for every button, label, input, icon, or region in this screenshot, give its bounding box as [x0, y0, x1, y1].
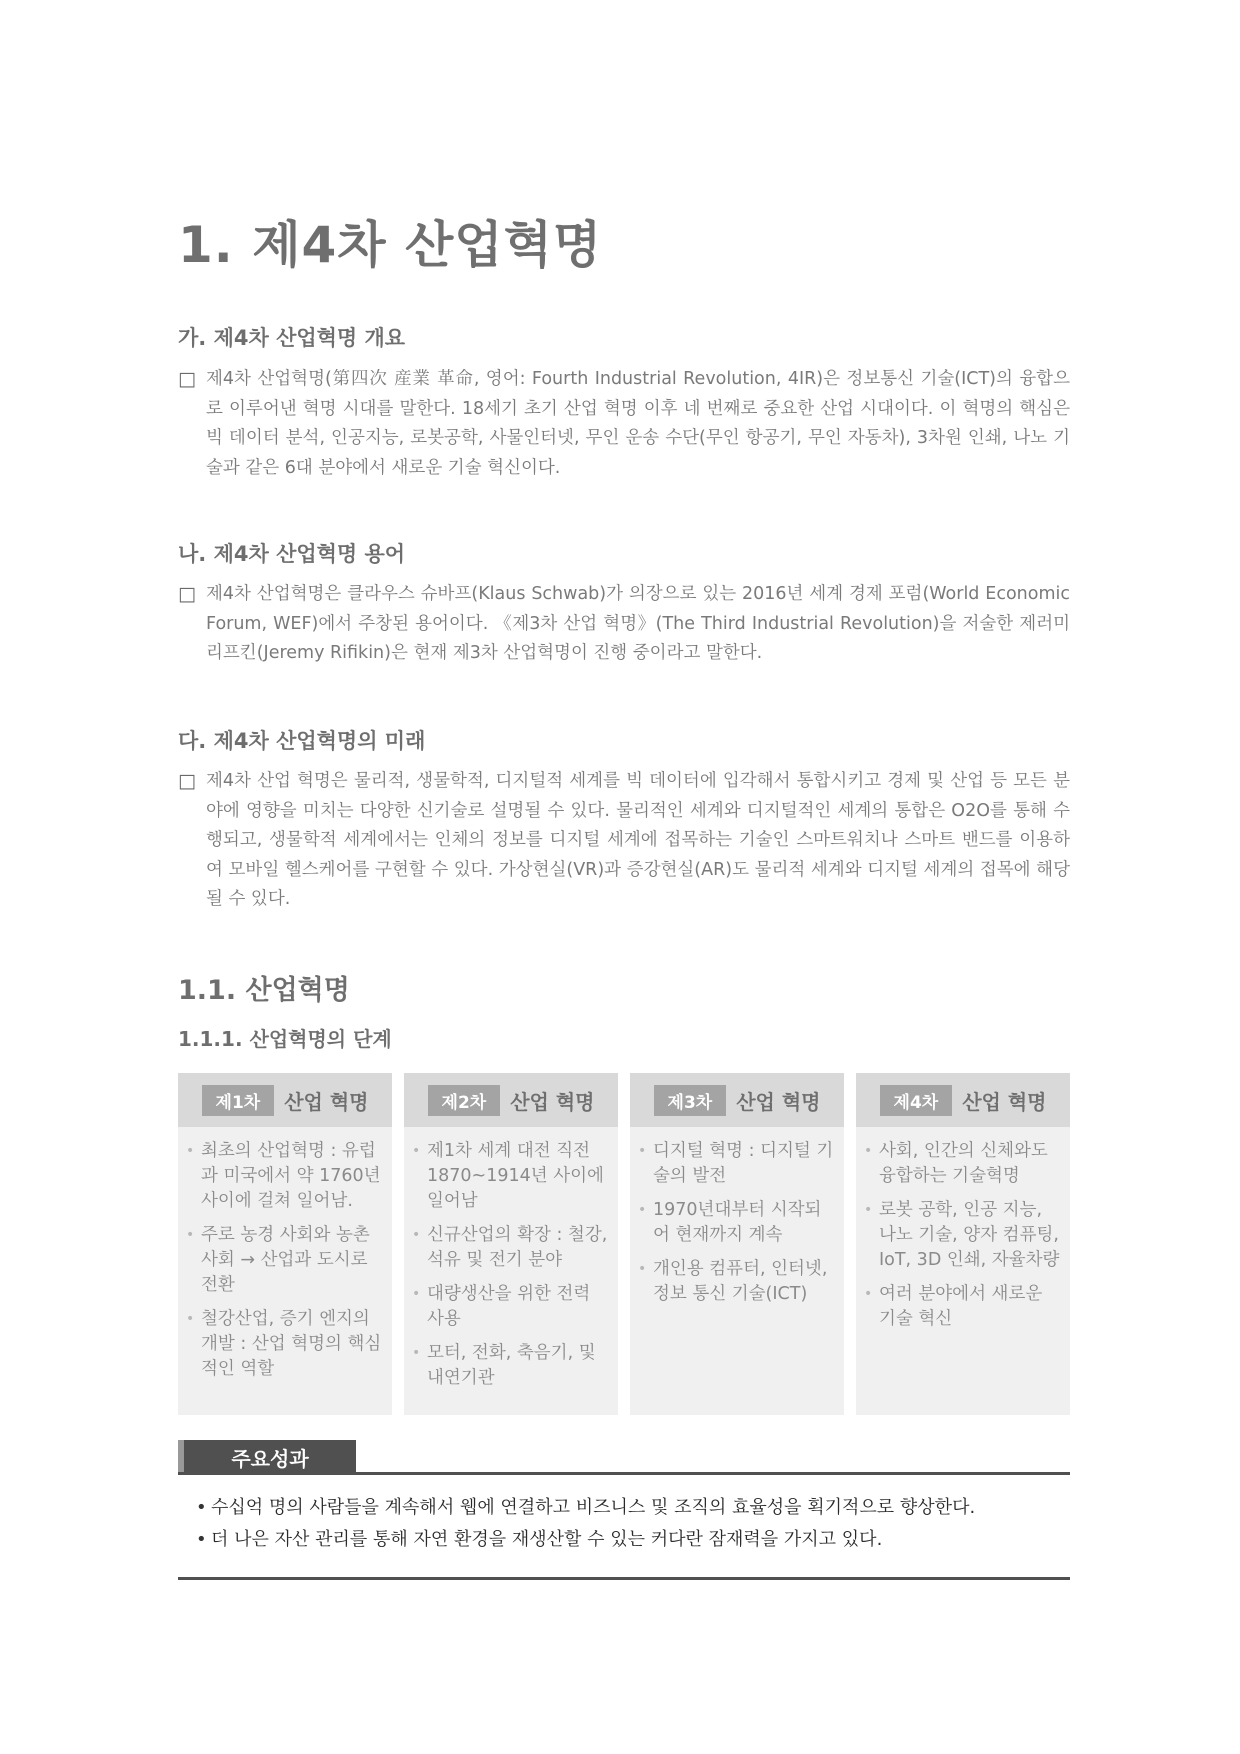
key-results-list — [196, 1492, 975, 1556]
section-heading-future: 다. 제4차 산업혁명의 미래 — [178, 729, 426, 753]
checkbox-bullet-icon: □ — [178, 770, 196, 792]
stage-item: • 여러 분야에서 새로운 기술 혁신 — [864, 1282, 1064, 1332]
stage-item: • 철강산업, 증기 엔지의 개발 : 산업 혁명의 핵심적인 역할 — [186, 1307, 386, 1382]
divider-line — [178, 1472, 1070, 1475]
stage-item: • 대량생산을 위한 전력 사용 — [412, 1282, 612, 1332]
stage-title: 산업 혁명 — [962, 1089, 1047, 1114]
stage-item: • 사회, 인간의 신체와도 융합하는 기술혁명 — [864, 1139, 1064, 1189]
key-result-item: • 수십억 명의 사람들을 계속해서 웹에 연결하고 비즈니스 및 조직의 효율성을 획기적으로 향상한다. — [196, 1492, 975, 1524]
stage-item: • 신규산업의 확장 : 철강, 석유 및 전기 분야 — [412, 1223, 612, 1273]
stage-header — [856, 1073, 1070, 1127]
section-paragraph-terminology — [178, 580, 1070, 669]
checkbox-bullet-icon: □ — [178, 368, 196, 390]
stage-item-list — [630, 1127, 844, 1307]
stage-item: • 로봇 공학, 인공 지능, 나노 기술, 양자 컴퓨팅, IoT, 3D 인쇄, 자율차량 — [864, 1198, 1064, 1273]
stage-header — [404, 1073, 618, 1127]
stage-item: • 모터, 전화, 축음기, 및 내연기관 — [412, 1341, 612, 1391]
stage-header — [178, 1073, 392, 1127]
stage-card-3 — [630, 1073, 844, 1415]
page-title: 1. 제4차 산업혁명 — [178, 216, 603, 274]
stage-title: 산업 혁명 — [736, 1089, 821, 1114]
stage-item: • 주로 농경 사회와 농촌 사회 → 산업과 도시로 전환 — [186, 1223, 386, 1298]
stage-badge: 제4차 — [880, 1085, 953, 1116]
section-paragraph-future — [178, 767, 1070, 915]
revolution-stages-table — [178, 1073, 1070, 1415]
paragraph-text: 제4차 산업혁명은 클라우스 슈바프(Klaus Schwab)가 의장으로 있는 2016년 세계 경제 포럼(World Economic Forum, WEF)에서 주창된 용어이다. 《제3차 산업 혁명》(The Third Industrial Revolution)을 저술한 제러미 리프킨(Jeremy Rifikin)은 현재 제3차 산업혁명이 진행 중이라고 말한다. — [206, 584, 1070, 663]
subsubsection-heading: 1.1.1. 산업혁명의 단계 — [178, 1027, 392, 1051]
subsection-heading: 1.1. 산업혁명 — [178, 975, 350, 1006]
stage-item-list — [404, 1127, 618, 1391]
checkbox-bullet-icon: □ — [178, 583, 196, 605]
stage-title: 산업 혁명 — [284, 1089, 369, 1114]
section-heading-overview: 가. 제4차 산업혁명 개요 — [178, 326, 406, 350]
stage-card-4 — [856, 1073, 1070, 1415]
stage-badge: 제1차 — [202, 1085, 275, 1116]
stage-badge: 제2차 — [428, 1085, 501, 1116]
divider-line — [178, 1577, 1070, 1580]
section-heading-terminology: 나. 제4차 산업혁명 용어 — [178, 542, 406, 566]
paragraph-text: 제4차 산업 혁명은 물리적, 생물학적, 디지털적 세계를 빅 데이터에 입각해서 통합시키고 경제 및 산업 등 모든 분야에 영향을 미치는 다양한 신기술로 설명될 수 있다. 물리적인 세계와 디지털적인 세계의 통합은 O2O를 통해 수행되고, 생물학적 세계에서는 인체의 정보를 디지털 세계에 접목하는 기술인 스마트워치나 스마트 밴드를 이용하여 모바일 헬스케어를 구현할 수 있다. 가상현실(VR)과 증강현실(AR)도 물리적 세계와 디지털 세계의 접목에 해당될 수 있다. — [206, 771, 1070, 909]
stage-item: • 최초의 산업혁명 : 유럽과 미국에서 약 1760년 사이에 걸쳐 일어남. — [186, 1139, 386, 1214]
stage-item: • 제1차 세계 대전 직전 1870~1914년 사이에 일어남 — [412, 1139, 612, 1214]
stage-header — [630, 1073, 844, 1127]
stage-card-2 — [404, 1073, 618, 1415]
key-result-item: • 더 나은 자산 관리를 통해 자연 환경을 재생산할 수 있는 커다란 잠재력을 가지고 있다. — [196, 1524, 975, 1556]
stage-badge: 제3차 — [654, 1085, 727, 1116]
stage-title: 산업 혁명 — [510, 1089, 595, 1114]
stage-item: • 1970년대부터 시작되어 현재까지 계속 — [638, 1198, 838, 1248]
paragraph-text: 제4차 산업혁명(第四次 産業 革命, 영어: Fourth Industrial Revolution, 4IR)은 정보통신 기술(ICT)의 융합으로 이루어낸 혁명 시대를 말한다. 18세기 초기 산업 혁명 이후 네 번째로 중요한 산업 시대이다. 이 혁명의 핵심은 빅 데이터 분석, 인공지능, 로봇공학, 사물인터넷, 무인 운송 수단(무인 항공기, 무인 자동차), 3차원 인쇄, 나노 기술과 같은 6대 분야에서 새로운 기술 혁신이다. — [206, 369, 1070, 478]
section-paragraph-overview — [178, 365, 1070, 483]
stage-card-1 — [178, 1073, 392, 1415]
stage-item-list — [856, 1127, 1070, 1332]
key-results-label: 주요성과 — [178, 1440, 356, 1474]
stage-item: • 개인용 컴퓨터, 인터넷, 정보 통신 기술(ICT) — [638, 1257, 838, 1307]
stage-item: • 디지털 혁명 : 디지털 기술의 발전 — [638, 1139, 838, 1189]
stage-item-list — [178, 1127, 392, 1382]
